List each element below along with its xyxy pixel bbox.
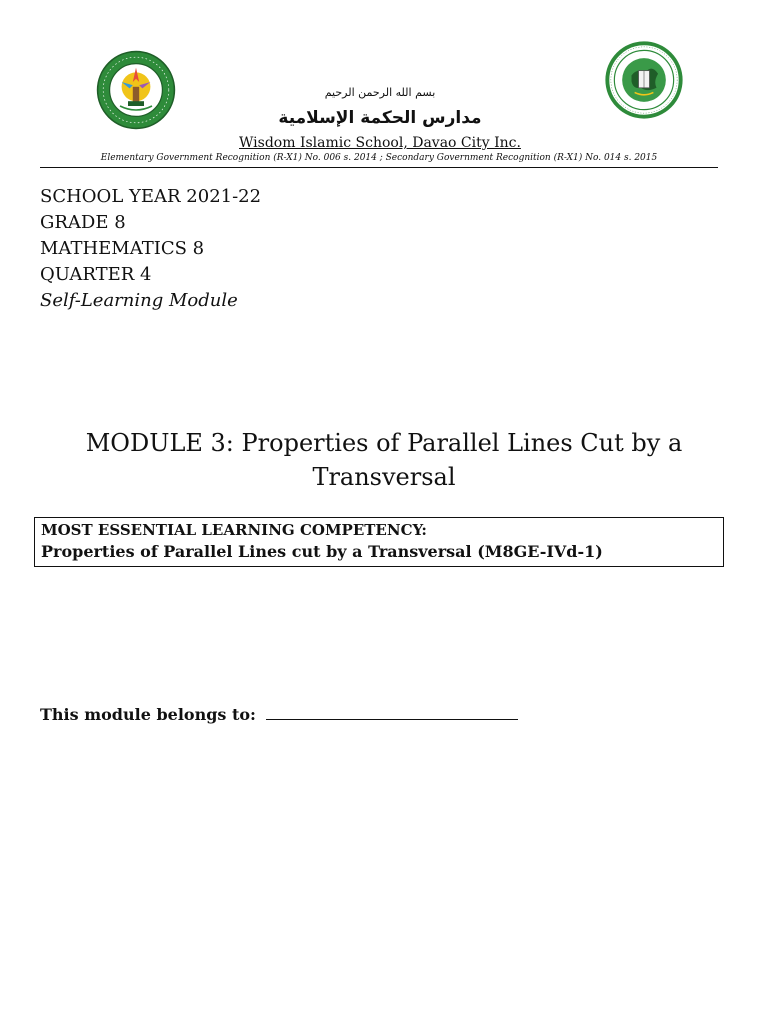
school-name-arabic: مدارس الحكمة الإسلامية (278, 108, 482, 128)
competency-heading: MOST ESSENTIAL LEARNING COMPETENCY: (41, 521, 427, 539)
module-title-line-1: MODULE 3: Properties of Parallel Lines Cut by a (85, 429, 683, 457)
owner-name-blank (266, 705, 518, 720)
header-divider (40, 167, 718, 168)
module-type: Self-Learning Module (40, 290, 238, 311)
school-name: Wisdom Islamic School, Davao City Inc. (239, 135, 521, 151)
school-year: SCHOOL YEAR 2021-22 (40, 186, 262, 207)
module-title-line-2: Transversal (312, 463, 456, 491)
government-recognition: Elementary Government Recognition (R-X1) No. 006 s. 2014 ; Secondary Government Recognition (R-X1) No. 014 s. 2015 (100, 153, 658, 163)
owner-label: This module belongs to: (40, 705, 256, 724)
davao-city-division-seal-icon (96, 50, 176, 130)
learning-competency-box (34, 517, 724, 567)
competency-text: Properties of Parallel Lines cut by a Transversal (M8GE-IVd-1) (41, 542, 603, 561)
subject-name: MATHEMATICS 8 (40, 238, 205, 259)
basmala-text: بسم الله الرحمن الرحيم (324, 86, 436, 99)
quarter: QUARTER 4 (40, 264, 152, 285)
module-owner-line (40, 704, 518, 726)
grade-level: GRADE 8 (40, 212, 126, 233)
wisdom-islamic-school-seal-icon (603, 41, 685, 119)
module-details (40, 184, 261, 314)
module-title (28, 426, 740, 494)
